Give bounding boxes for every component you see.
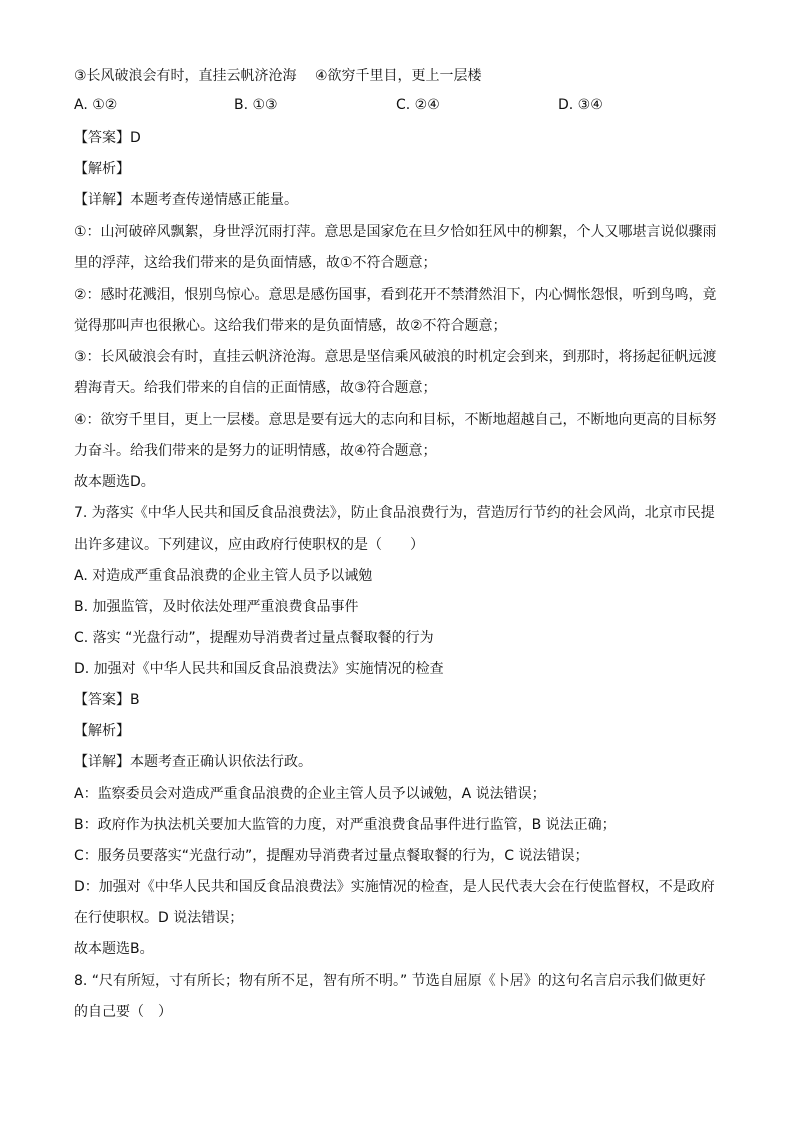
- q6-items-line: ③长风破浪会有时，直挂云帆济沧海 ④欲穷千里目，更上一层楼: [74, 68, 482, 84]
- q6-option-c: C. ②④: [396, 97, 440, 113]
- q7-explain-d-line1: D：加强对《中华人民共和国反食品浪费法》实施情况的检查，是人民代表大会在行使监督权，不是政府: [74, 879, 715, 895]
- q7-conclusion: 故本题选B。: [74, 941, 154, 957]
- q8-stem-line1: 8. “尺有所短，寸有所长；物有所不足，智有所不明。” 节选自屈原《卜居》的这句名言启示我们做更好: [74, 973, 706, 989]
- q6-option-b: B. ①③: [234, 97, 278, 113]
- q7-detail: 【详解】本题考查正确认识依法行政。: [74, 754, 312, 770]
- q6-options: [74, 97, 734, 119]
- q8-stem-line2: 的自己要（ ）: [74, 1004, 172, 1020]
- q6-para2-line2: 觉得那叫声也很揪心。这给我们带来的是负面情感，故②不符合题意；: [74, 318, 507, 334]
- q7-explain-b: B：政府作为执法机关要加大监管的力度，对严重浪费食品事件进行监管，B 说法正确；: [74, 817, 616, 833]
- q7-option-b: B. 加强监管，及时依法处理严重浪费食品事件: [74, 599, 359, 615]
- q6-conclusion: 故本题选D。: [74, 474, 155, 490]
- q6-para3-line2: 碧海青天。给我们带来的自信的正面情感，故③符合题意；: [74, 380, 437, 396]
- q6-option-a: A. ①②: [74, 97, 118, 113]
- q6-para1-line2: 里的浮萍，这给我们带来的是负面情感，故①不符合题意；: [74, 255, 437, 271]
- q6-para3-line1: ③：长风破浪会有时，直挂云帆济沧海。意思是坚信乘风破浪的时机定会到来，到那时，将扬起征帆远渡: [74, 349, 717, 365]
- q6-para4-line1: ④：欲穷千里目，更上一层楼。意思是要有远大的志向和目标，不断地超越自己，不断地向更高的目标努: [74, 412, 717, 428]
- q6-option-d: D. ③④: [558, 97, 603, 113]
- q7-stem-line2: 出许多建议。下列建议，应由政府行使职权的是（ ）: [74, 537, 424, 553]
- q7-option-a: A. 对造成严重食品浪费的企业主管人员予以诫勉: [74, 568, 373, 584]
- q7-option-c: C. 落实 “光盘行动”，提醒劝导消费者过量点餐取餐的行为: [74, 630, 434, 646]
- q6-para1-line1: ①：山河破碎风飘絮，身世浮沉雨打萍。意思是国家危在旦夕恰如狂风中的柳絮，个人又哪堪言说似骤雨: [74, 224, 717, 240]
- q7-option-d: D. 加强对《中华人民共和国反食品浪费法》实施情况的检查: [74, 661, 444, 677]
- q7-explain-d-line2: 在行使职权。D 说法错误；: [74, 910, 244, 926]
- q6-answer: 【答案】D: [74, 130, 141, 146]
- q6-para4-line2: 力奋斗。给我们带来的是努力的证明情感，故④符合题意；: [74, 443, 437, 459]
- q7-explain-c: C：服务员要落实“光盘行动”，提醒劝导消费者过量点餐取餐的行为，C 说法错误；: [74, 848, 589, 864]
- q7-answer: 【答案】B: [74, 692, 140, 708]
- q7-stem-line1: 7. 为落实《中华人民共和国反食品浪费法》，防止食品浪费行为，营造厉行节约的社会风尚，北京市民提: [74, 505, 715, 521]
- q7-analysis-label: 【解析】: [74, 723, 130, 739]
- q7-explain-a: A：监察委员会对造成严重食品浪费的企业主管人员予以诫勉，A 说法错误；: [74, 786, 546, 802]
- q6-para2-line1: ②：感时花溅泪，恨别鸟惊心。意思是感伤国事，看到花开不禁潸然泪下，内心惆怅怨恨，听到鸟鸣，竟: [74, 287, 717, 303]
- q6-detail: 【详解】本题考查传递情感正能量。: [74, 192, 298, 208]
- q6-analysis-label: 【解析】: [74, 161, 130, 177]
